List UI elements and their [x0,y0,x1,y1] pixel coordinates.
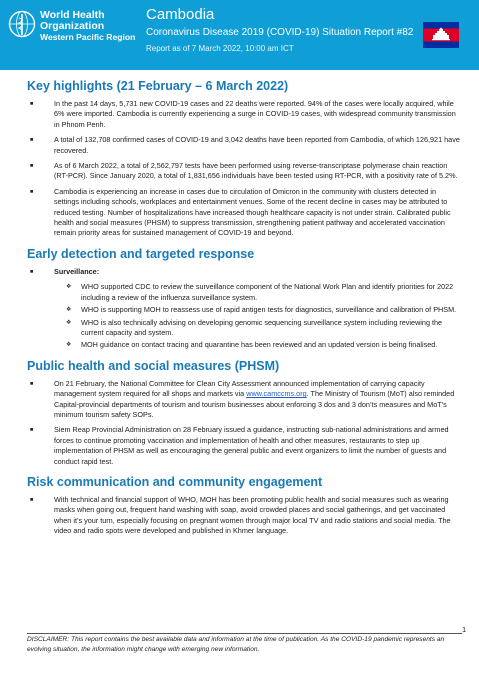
list-item: ❖ WHO is supporting MOH to reassess use of rapid antigen tests for diagnostics, surveillance and calibration of PHSM. [54,305,462,315]
footer-divider [27,633,462,634]
list-item: ❖ MOH guidance on contact tracing and quarantine has been reviewed and an updated version is being finalised. [54,340,462,350]
list-item: ■ As of 6 March 2022, a total of 2,562,797 tests have been performed using reverse-transcriptase polymerase chain reaction (RT-PCR). Since January 2020, a total of 1,831,656 individuals have been tested using RT-PCR, with a positivity rate of 5.2%. [27,161,462,182]
phsm-section [27,359,462,467]
cambodia-flag-icon [423,22,459,48]
org-region: Western Pacific Region [40,32,136,42]
report-date: Report as of 7 March 2022, 10:00 am ICT [146,44,294,53]
report-country-title: Cambodia [146,6,215,23]
phsm-list [27,379,462,467]
page-number: 1 [462,625,467,634]
surveillance-label: Surveillance: [54,266,100,276]
report-body [27,79,462,545]
who-wordmark [40,10,135,43]
phsm-heading: Public health and social measures (PHSM) [27,358,280,373]
surveillance-item [27,267,462,351]
risk-comm-section [27,475,462,537]
list-item: ■ Siem Reap Provincial Administration on 28 February issued a guidance, instructing sub-national administrations and armed forces to continue promoting vaccination and implementation of health and other measures, restaurants to step up implementation of PHSM as well as encouraging the general public and event organizers to limit the number of guests and conduct rapid test. [27,425,462,467]
list-item: ❖ WHO is also technically advising on developing genomic sequencing surveillance system including reviewing the current capacity and system. [54,318,462,339]
surveillance-sublist [54,282,462,350]
early-detection-section [27,247,462,351]
report-subtitle: Coronavirus Disease 2019 (COVID-19) Situation Report #82 [146,27,414,38]
early-detection-heading: Early detection and targeted response [27,246,255,261]
report-header [0,0,479,70]
risk-comm-list [27,495,462,537]
risk-comm-heading: Risk communication and community engagement [27,474,323,489]
phsm-item1-text-end: . The Ministry of Tourism (MoT) also reminded Capital-provincial departments of tourism and tourism businesses about enforcing 3 dos and 3 don’ts measures and MoT’s minimum tourism safety SOPs. [54,389,455,419]
key-highlights-section [27,79,462,239]
org-name-line2: Organization [40,20,105,32]
list-item: ❖ WHO supported CDC to review the surveillance component of the National Work Plan and identify priorities for 2022 including a review of the influenza surveillance system. [54,282,462,303]
key-highlights-list [27,99,462,239]
camccms-link[interactable]: www.camccms.org [246,389,307,399]
who-emblem-icon [8,10,36,38]
org-name-line1: World Health [40,9,105,21]
list-item: ■ With technical and financial support of WHO, MOH has been promoting public health and social measures such as wearing masks when going out, frequent hand washing with soap, avoid crowded places and social gatherings, and get vaccinated when it’s your turn, especially focusing on pregnant women through major local TV and radio stations and social media. The video and radio spots were developed and published in Khmer language. [27,495,462,537]
list-item [27,379,462,421]
key-highlights-heading: Key highlights (21 February – 6 March 2022) [27,79,289,93]
list-item: ■ Cambodia is experiencing an increase in cases due to circulation of Omicron in the community with clusters detected in settings including schools, workplaces and entertainment venues. Some of the recent decline in cases may be attributed to reduced testing. Number of hospitalizations have increased though healthcare capacity is not under strain. Calibrated public health and social measures (PHSM) to suppress transmission, strengthening patient pathway and accelerated vaccination remain priority areas for sustained management of COVID-19 and beyond. [27,187,462,239]
list-item: ■ In the past 14 days, 5,731 new COVID-19 cases and 22 deaths were reported. 94% of the cases were locally acquired, while 6% were imported. Cambodia is currently experiencing a surge in COVID-19 cases, with widespread community transmission in Phnom Penh. [27,99,462,130]
list-item: ■ A total of 132,708 confirmed cases of COVID-19 and 3,042 deaths have been reported from Cambodia, of which 126,921 have recovered. [27,135,462,156]
early-detection-list [27,267,462,351]
disclaimer-text: DISCLAIMER: This report contains the best available data and information at the time of publication. As the COVID-19 pandemic represents an evolving situation, the information might change with emerging new information. [27,636,445,653]
phsm-item1-text: On 21 February, the National Committee for Clean City Assessment announced implementation of carrying capacity management system required for all shops and markets via [54,378,425,399]
